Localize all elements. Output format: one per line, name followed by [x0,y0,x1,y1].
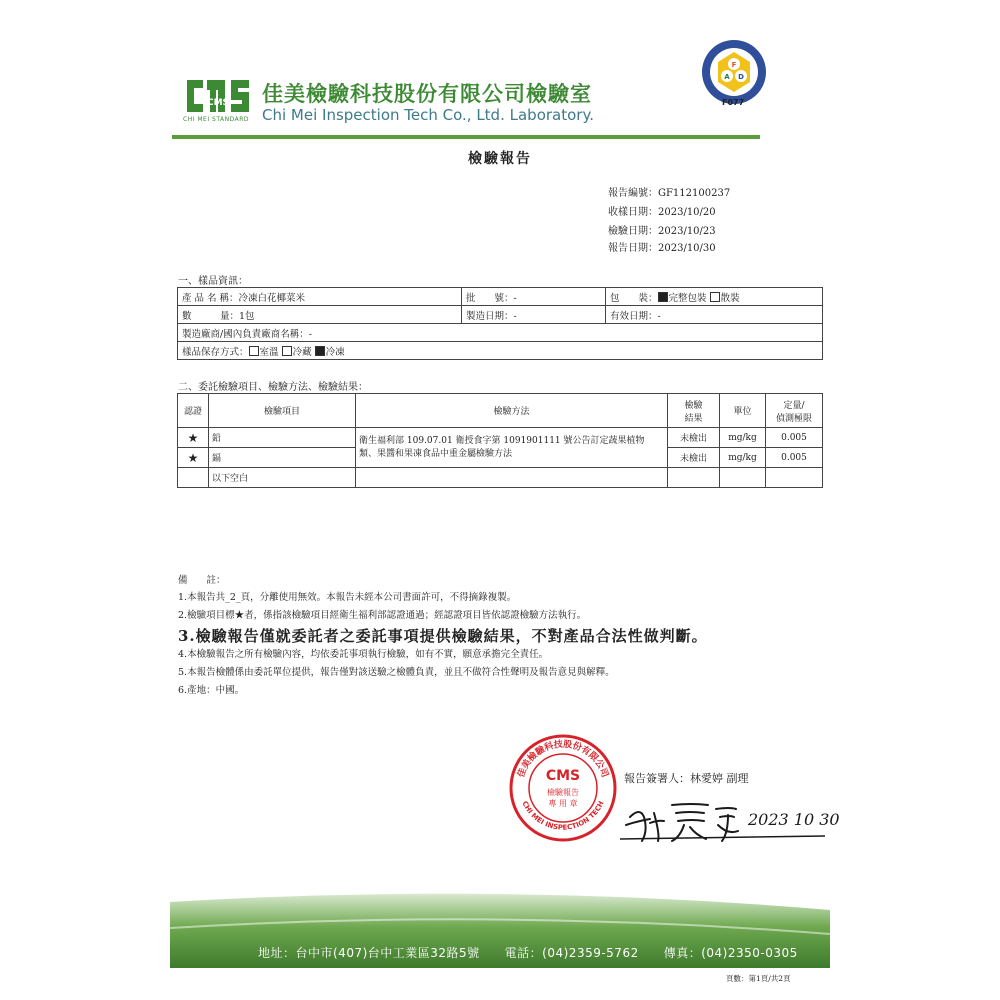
test-unit: mg/kg [720,428,766,448]
checkbox-empty-icon [710,292,720,302]
cert-star: ★ [178,428,209,448]
manufacture-date: 製造日期：- [462,306,606,324]
package-cell [606,288,823,306]
blank-note: 以下空白 [209,468,356,488]
test-date: 檢驗日期：2023/10/23 [608,226,716,237]
seal-logo-text: CMS [545,768,581,784]
empty-cell [720,468,766,488]
seal-center-line1: 檢驗報告 [547,788,579,797]
header-unit: 單位 [720,394,766,428]
company-name-cn: 佳美檢驗科技股份有限公司檢驗室 [262,82,592,106]
header-method: 檢驗方法 [356,394,668,428]
note-2: 2.檢驗項目標★者，係指該檢驗項目經衛生福利部認證通過；經認證項目皆依認證檢驗方法執行。 [178,610,587,621]
footer-contact: 地址：台中市(407)台中工業區32路5號 電話：(04)2359-5762 傳真：(04)2350-0305 [258,946,798,960]
tfda-logo-icon [700,38,768,106]
header-limit-line1: 定量/ [783,400,805,411]
test-item: 鎘 [209,448,356,468]
report-title: 檢驗報告 [468,151,532,167]
seal-ring-text: 佳美檢驗科技股份有限公司 [516,739,610,779]
empty-cell [356,468,668,488]
report-signer: 報告簽署人：林愛婷 副理 [624,772,749,785]
header-result [668,394,720,428]
header-limit-line2: 偵測極限 [775,413,812,424]
package-label: 包 裝： [610,292,658,304]
report-number: 報告編號：GF112100237 [608,188,731,199]
empty-cell [668,468,720,488]
note-5: 5.本報告檢體係由委託單位提供，報告僅對該送驗之檢體負責，並且不做符合性聲明及報告意見與解釋。 [178,667,615,678]
tfda-letter-a: A [724,73,730,81]
batch-number: 批 號：- [462,288,606,306]
receive-date: 收樣日期：2023/10/20 [608,207,716,218]
storage-option-fridge: 冷藏 [292,346,312,358]
seal-ring-text-en: CHI MEI INSPECTION TECH [520,799,606,832]
test-limit: 0.005 [766,428,823,448]
sample-section-heading: 一、樣品資訊： [178,276,248,287]
company-seal-icon [508,733,618,843]
empty-cell [766,468,823,488]
storage-label: 樣品保存方式： [182,346,249,358]
sample-info-table [177,287,823,360]
handwritten-signature-icon [620,795,840,845]
table-row [178,468,823,488]
test-limit: 0.005 [766,448,823,468]
note-6: 6.產地：中國。 [178,685,245,696]
checkbox-checked-icon [315,346,325,356]
results-section-heading: 二、委託檢驗項目、檢驗方法、檢驗結果： [178,382,368,393]
results-table [177,393,823,488]
test-item: 鉛 [209,428,356,448]
report-date: 報告日期：2023/10/30 [608,243,716,254]
test-result: 未檢出 [668,428,720,448]
test-method-line1: 衛生福利部 109.07.01 衛授食字第 1091901111 號公告訂定蔬果植物 [359,435,645,446]
quantity: 數 量：1包 [178,306,462,324]
storage-option-frozen: 冷凍 [325,346,345,358]
note-4: 4.本檢驗報告之所有檢驗內容，均依委託事項執行檢驗，如有不實，願意承擔完全責任。 [178,649,549,660]
header-item: 檢驗項目 [209,394,356,428]
seal-center-line2: 專 用 章 [548,799,578,808]
header-cert: 認證 [178,394,209,428]
note-3: 3.檢驗報告僅就委託者之委託事項提供檢驗結果，不對產品合法性做判斷。 [178,627,708,645]
cms-logo-icon [183,74,253,118]
page-number: 頁數：第1頁/共2頁 [726,974,791,983]
test-result: 未檢出 [668,448,720,468]
tfda-code: F077 [722,98,745,107]
checkbox-checked-icon [658,292,668,302]
header-result-line1: 檢驗 [684,400,703,411]
product-name: 產 品 名 稱：冷凍白花椰菜米 [178,288,462,306]
cert-star: ★ [178,448,209,468]
logo-subtitle: CHI MEI STANDARD [183,116,250,123]
manufacturer: 製造廠商/國內負責廠商名稱：- [178,324,823,342]
company-name-en: Chi Mei Inspection Tech Co., Ltd. Laboratory. [262,106,594,124]
notes-heading: 備 註： [178,575,226,586]
header-result-line2: 結果 [684,413,703,424]
package-option-complete: 完整包裝 [668,292,707,304]
storage-option-room: 室溫 [259,346,279,358]
checkbox-empty-icon [249,346,259,356]
checkbox-empty-icon [282,346,292,356]
storage-cell [178,342,823,360]
logo-text: CMS [206,98,230,108]
tfda-letter-f: F [731,61,737,69]
header-limit [766,394,823,428]
header-divider [172,135,760,139]
empty-cell [178,468,209,488]
test-method-line2: 類、果醬和果凍食品中重金屬檢驗方法 [359,448,513,459]
note-1: 1.本報告共_2_頁，分離使用無效。本報告未經本公司書面許可，不得摘錄複製。 [178,592,517,603]
signature-date: 2023 10 30 [748,810,840,829]
table-row [178,428,823,448]
test-unit: mg/kg [720,448,766,468]
expiry-date: 有效日期：- [606,306,823,324]
package-option-bulk: 散裝 [720,292,740,304]
tfda-letter-d: D [738,73,744,81]
test-method [356,428,668,468]
